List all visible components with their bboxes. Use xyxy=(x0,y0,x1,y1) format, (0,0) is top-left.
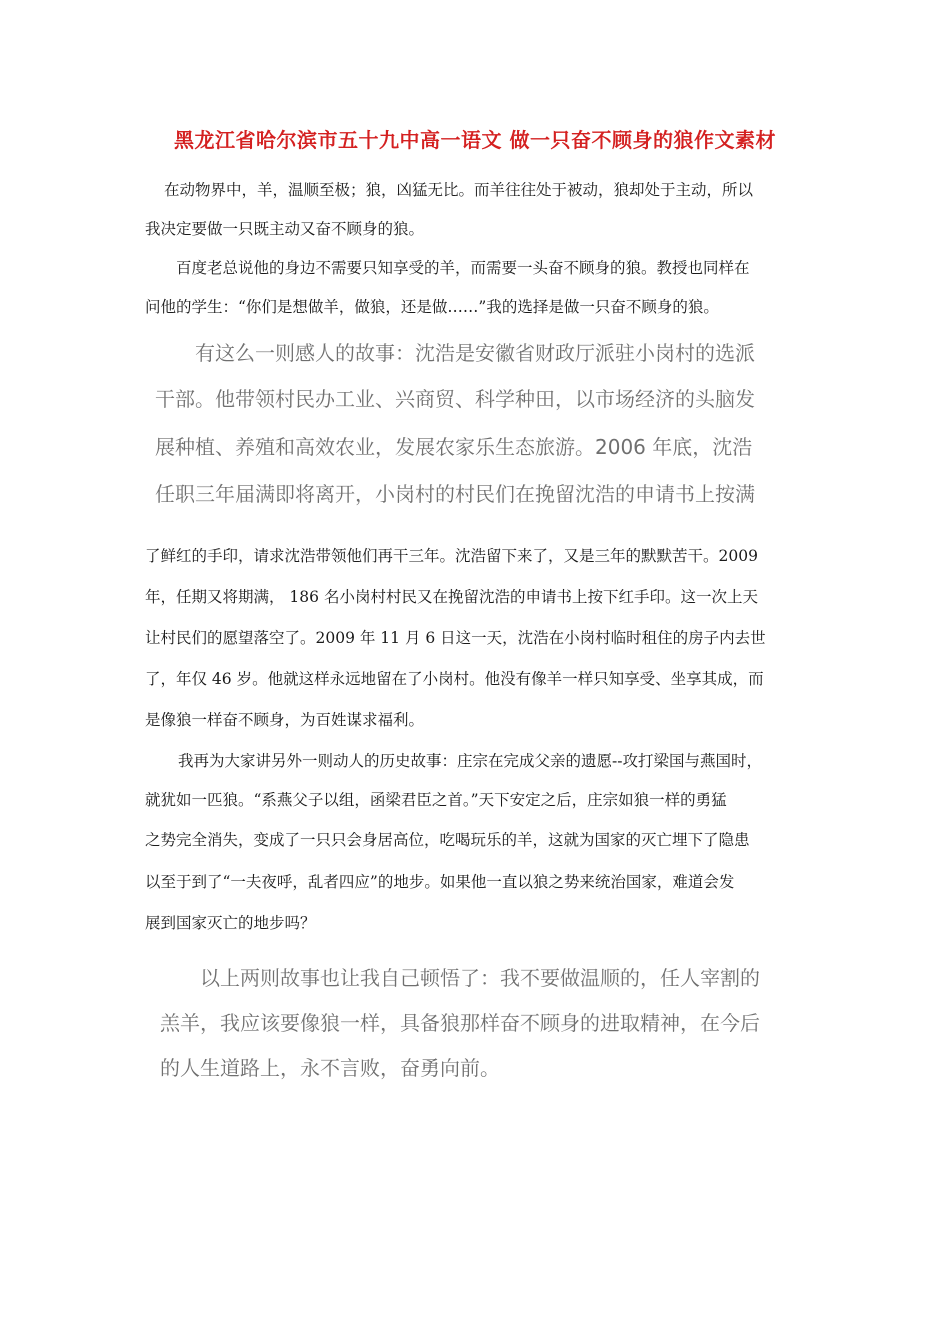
paragraph-3-line-5: 是像狼一样奋不顾身，为百姓谋求福利。 xyxy=(145,711,425,729)
paragraph-2-line-1: 百度老总说他的身边不需要只知享受的羊，而需要一头奋不顾身的狼。教授也同样在 xyxy=(176,259,750,277)
scanned-line-5: 以上两则故事也让我自己顿悟了：我不要做温顺的，任人宰割的 xyxy=(200,966,760,990)
scanned-image-block-1 xyxy=(140,330,820,520)
document-title: 黑龙江省哈尔滨市五十九中高一语文 做一只奋不顾身的狼作文素材 xyxy=(174,128,776,152)
scanned-line-6: 羔羊，我应该要像狼一样，具备狼那样奋不顾身的进取精神，在今后 xyxy=(160,1011,760,1035)
scanned-line-4: 任职三年届满即将离开，小岗村的村民们在挽留沈浩的申请书上按满 xyxy=(155,482,755,506)
paragraph-4-line-1: 我再为大家讲另外一则动人的历史故事：庄宗在完成父亲的遗愿--攻打梁国与燕国时， xyxy=(178,752,762,770)
paragraph-1-line-2: 我决定要做一只既主动又奋不顾身的狼。 xyxy=(145,220,425,238)
paragraph-4-line-3: 之势完全消失，变成了一只只会身居高位，吃喝玩乐的羊，这就为国家的灭亡埋下了隐患 xyxy=(145,831,750,849)
paragraph-3-line-3: 让村民们的愿望落空了。2009 年 11 月 6 日这一天，沈浩在小岗村临时租住的房子内去世 xyxy=(145,629,766,647)
scanned-line-1: 有这么一则感人的故事：沈浩是安徽省财政厅派驻小岗村的选派 xyxy=(195,341,755,365)
paragraph-3-line-4: 了，年仅 46 岁。他就这样永远地留在了小岗村。他没有像羊一样只知享受、坐享其成，而 xyxy=(145,670,764,688)
paragraph-3-line-1: 了鲜红的手印，请求沈浩带领他们再干三年。沈浩留下来了，又是三年的默默苦干。2009 xyxy=(145,547,758,565)
paragraph-4-line-5: 展到国家灭亡的地步吗？ xyxy=(145,914,316,932)
scanned-line-2: 干部。他带领村民办工业、兴商贸、科学种田，以市场经济的头脑发 xyxy=(155,387,755,411)
paragraph-2-line-2: 问他的学生：“你们是想做羊，做狼，还是做……”我的选择是做一只奋不顾身的狼。 xyxy=(145,298,719,316)
paragraph-1-line-1: 在动物界中，羊，温顺至极；狼，凶猛无比。而羊往往处于被动，狼却处于主动，所以 xyxy=(164,181,754,199)
scanned-image-block-2 xyxy=(140,955,820,1095)
paragraph-4-line-4: 以至于到了“一夫夜呼，乱者四应”的地步。如果他一直以狼之势来统治国家，难道会发 xyxy=(145,873,735,891)
scanned-line-3: 展种植、养殖和高效农业，发展农家乐生态旅游。2006 年底，沈浩 xyxy=(155,435,753,459)
paragraph-3-line-2: 年，任期又将期满， 186 名小岗村村民又在挽留沈浩的申请书上按下红手印。这一次上天 xyxy=(145,588,758,606)
paragraph-4-line-2: 就犹如一匹狼。“系燕父子以组，函梁君臣之首。”天下安定之后，庄宗如狼一样的勇猛 xyxy=(145,791,727,809)
scanned-line-7: 的人生道路上，永不言败，奋勇向前。 xyxy=(160,1056,500,1080)
